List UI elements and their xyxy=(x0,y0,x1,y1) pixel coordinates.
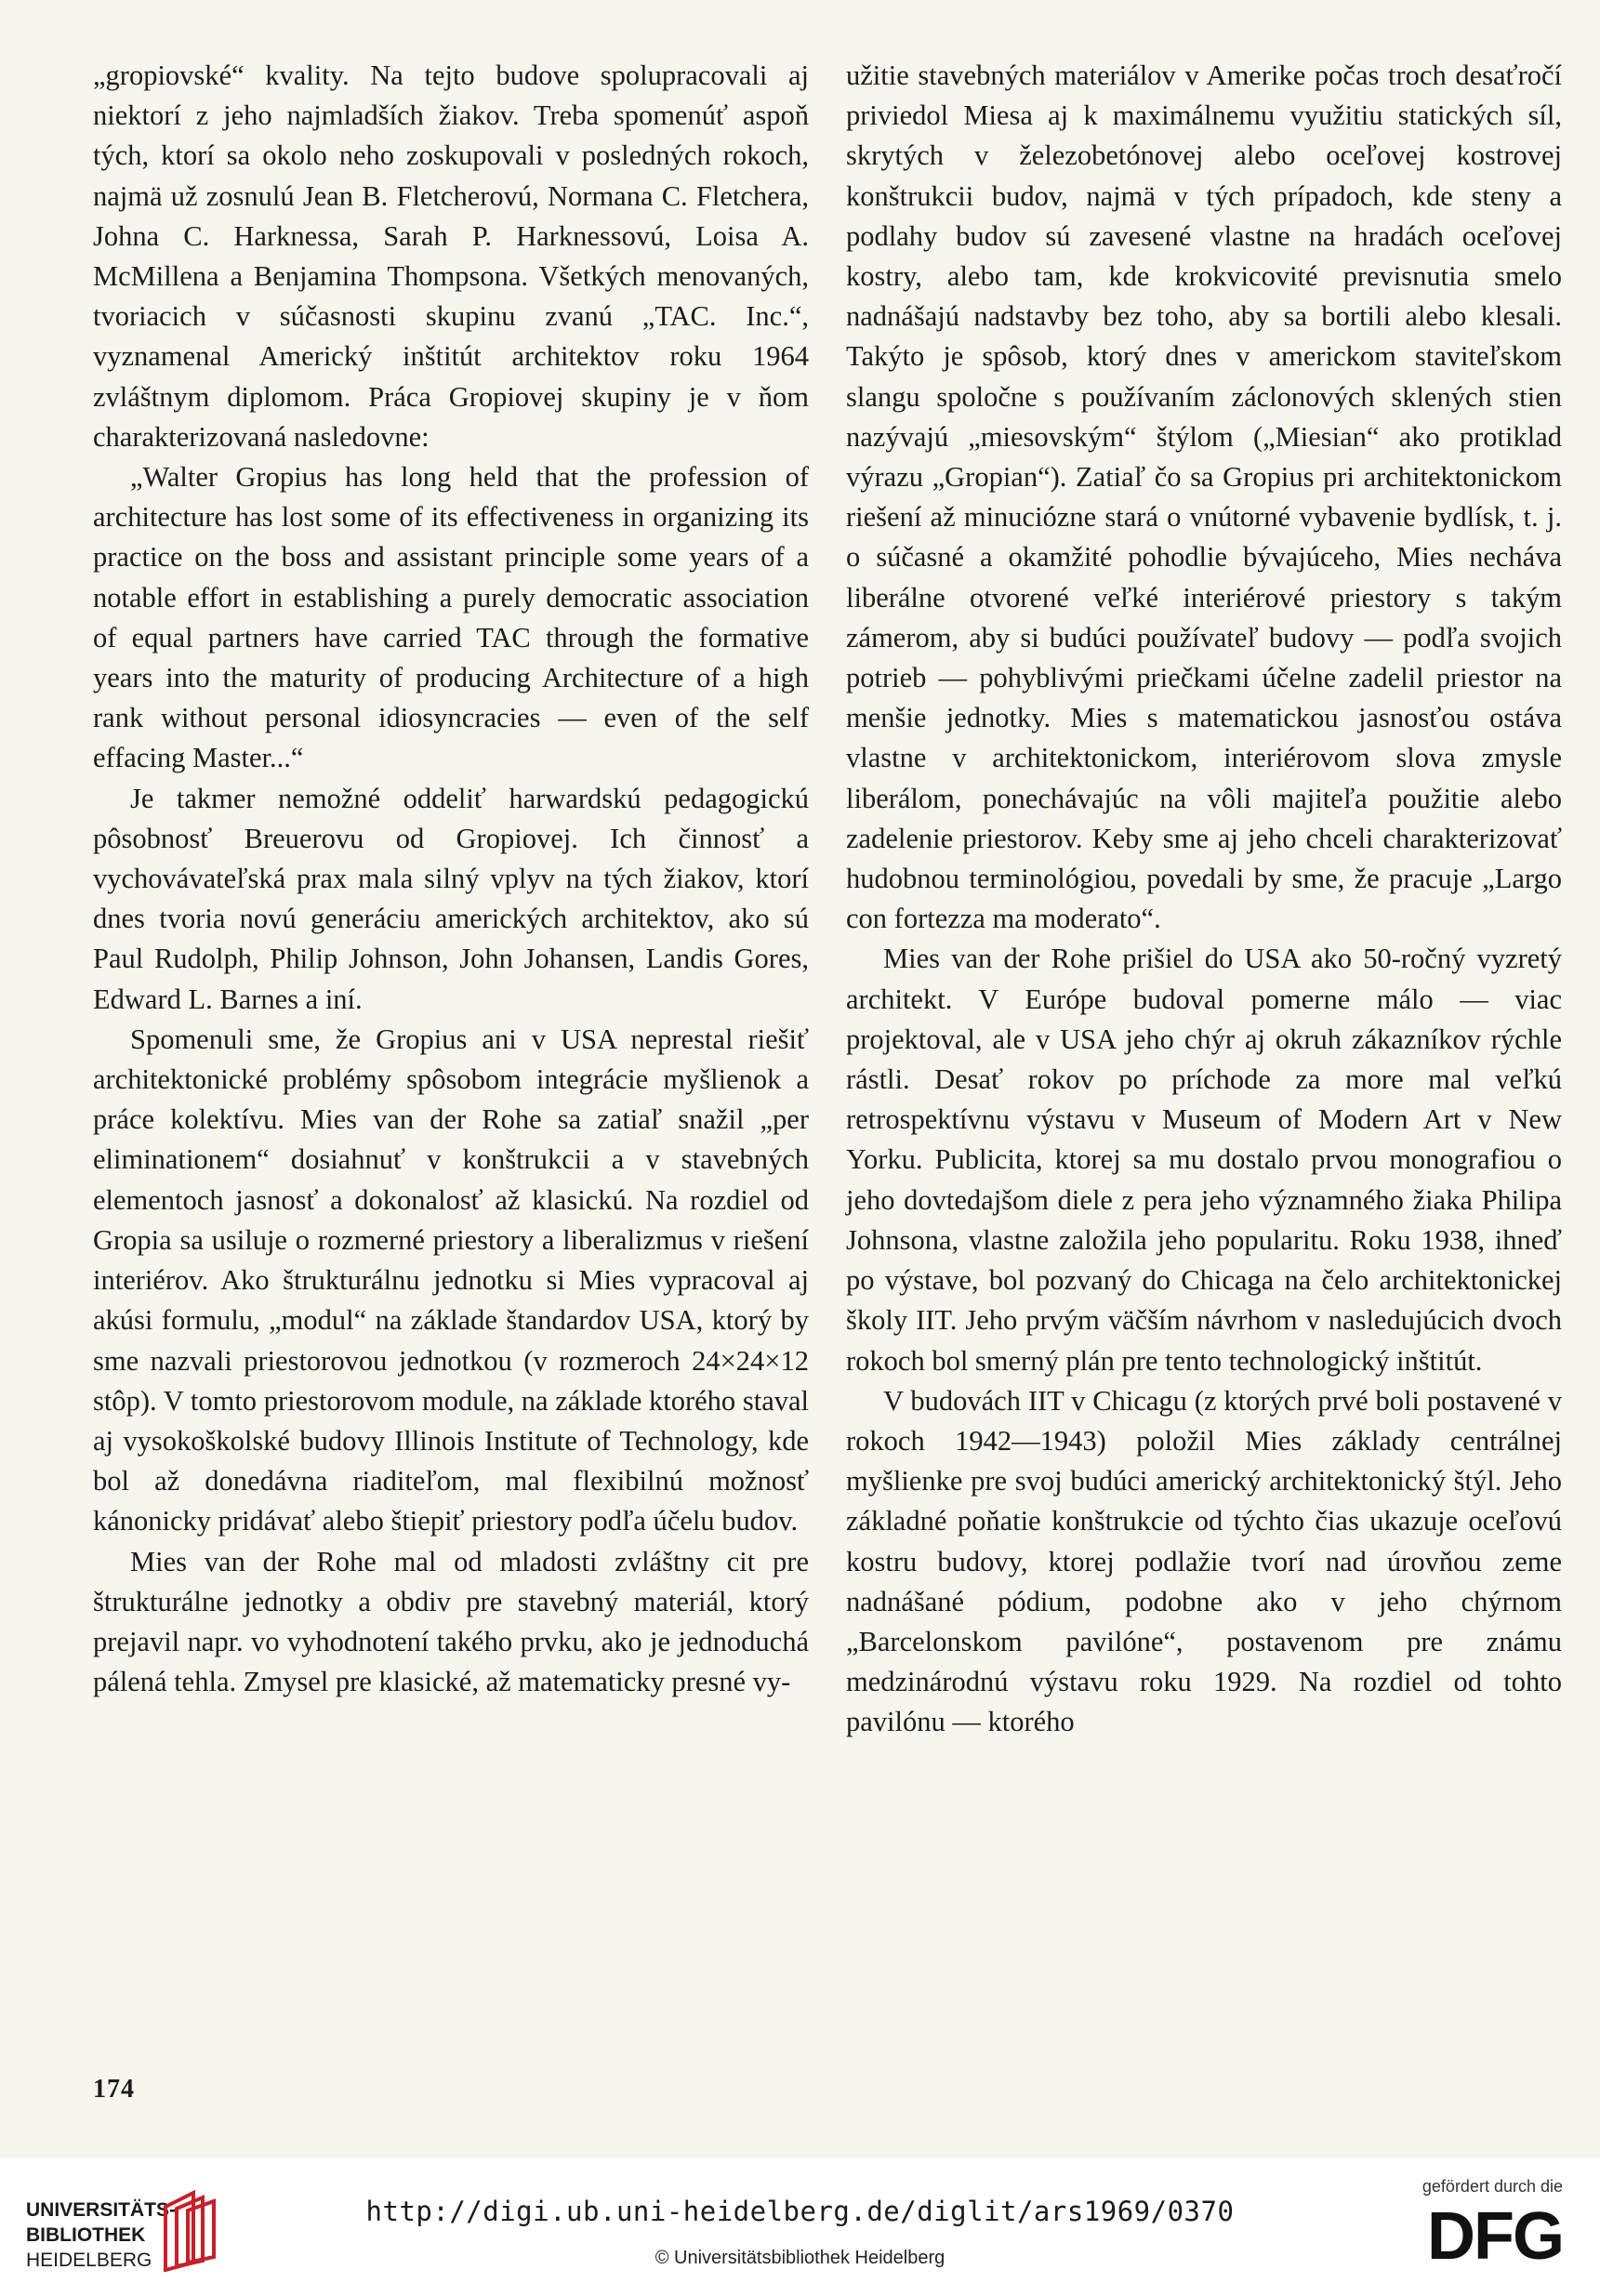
page-number: 174 xyxy=(93,2075,135,2104)
library-name-line1: UNIVERSITÄTS- xyxy=(26,2199,177,2221)
library-name-line3: HEIDELBERG xyxy=(26,2250,152,2271)
left-column-paragraph: Mies van der Rohe mal od mladosti zvláštny cit pre štrukturálne jednotky a obdiv pre stavebný materiál, ktorý prejavil napr. vo vyhodnotení takého prvku, ako je jednoduchá pálená tehla. Zmysel pre klasické, až matematicky presné vy- xyxy=(93,1545,809,1698)
copyright-notice: © Universitätsbibliothek Heidelberg xyxy=(655,2248,945,2268)
dfg-logo: DFG xyxy=(1427,2199,1563,2274)
right-column-paragraph: Mies van der Rohe prišiel do USA ako 50-ročný vyzretý architekt. V Európe budoval pomerne málo — viac projektoval, ale v USA jeho chýr aj okruh zákazníkov rýchle rástli. Desať rokov po príchode za more mal veľkú retrospektívnu výstavu v Museum of Modern Art v New Yorku. Publicita, ktorej sa mu dostalo prvou monografiou o jeho dovtedajšom diele z pera jeho významného žiaka Philipa Johnsona, vlastne založila jeho popularitu. Roku 1938, ihneď po výstave, bol pozvaný do Chicaga na čelo architektonickej školy IIT. Jeho prvým väčším návrhom v nasledujúcich dvoch rokoch bol smerný plán pre tento technologický inštitút. xyxy=(846,943,1562,1377)
left-text-column xyxy=(93,56,809,1702)
left-column-paragraph: „gropiovské“ kvality. Na tejto budove spolupracovali aj niektorí z jeho najmladších žiakov. Treba spomenúť aspoň tých, ktorí sa okolo neho zoskupovali v posledných rokoch, najmä už zosnulú Jean B. Fletcherovú, Normana C. Fletchera, Johna C. Harknessa, Sarah P. Harknessovú, Loisa A. McMillena a Benjamina Thompsona. Všetkých menovaných, tvoriacich v súčasnosti skupinu zvanú „TAC. Inc.“, vyznamenal Americký inštitút architektov roku 1964 zvláštnym diplomom. Práca Gropiovej skupiny je v ňom charakterizovaná nasledovne: xyxy=(93,59,809,453)
library-name-line2: BIBLIOTHEK xyxy=(26,2224,146,2246)
document-url-link[interactable]: http://digi.ub.uni-heidelberg.de/diglit/ars1969/0370 xyxy=(365,2196,1235,2227)
left-column-paragraph: „Walter Gropius has long held that the profession of architecture has lost some of its effectiveness in organizing its practice on the boss and assistant principle some years of a notable effort in establishing a purely democratic association of equal partners have carried TAC through the formative years into the maturity of producing Architecture of a high rank without personal idiosyncracies — even of the self effacing Master...“ xyxy=(93,461,809,774)
digitization-footer xyxy=(0,2158,1600,2296)
funding-caption: gefördert durch die xyxy=(1421,2177,1563,2196)
right-text-column xyxy=(846,56,1562,1743)
left-column-paragraph: Je takmer nemožné oddeliť harwardskú pedagogickú pôsobnosť Breuerovu od Gropiovej. Ich činnosť a vychovávateľská prax mala silný vplyv na tých žiakov, ktorí dnes tvoria novú generáciu amerických architektov, ako sú Paul Rudolph, Philip Johnson, John Johansen, Landis Gores, Edward L. Barnes a iní. xyxy=(93,782,809,1015)
right-column-paragraph: V budovách IIT v Chicagu (z ktorých prvé boli postavené v rokoch 1942—1943) položil Mies základy centrálnej myšlienke pre svoj budúci americký architektonický štýl. Jeho základné poňatie konštrukcie od týchto čias ukazuje oceľovú kostru budovy, ktorej podlažie tvorí nad úrovňou zeme nadnášané pódium, podobne ako v jeho chýrnom „Barcelonskom pavilóne“, postavenom pre známu medzinárodnú výstavu roku 1929. Na rozdiel od tohto pavilónu — ktorého xyxy=(846,1384,1562,1738)
left-column-paragraph: Spomenuli sme, že Gropius ani v USA neprestal riešiť architektonické problémy spôsobom integrácie myšlienok a práce kolektívu. Mies van der Rohe sa zatiaľ snažil „per eliminationem“ dosiahnuť v konštrukcii a v stavebných elementoch jasnosť a dokonalosť až klasickú. Na rozdiel od Gropia sa usiluje o rozmerné priestory a liberalizmus v riešení interiérov. Ako štrukturálnu jednotku si Mies vypracoval aj akúsi formulu, „modul“ na základe štandardov USA, ktorý by sme nazvali priestorovou jednotkou (v rozmeroch 24×24×12 stôp). V tomto priestorovom module, na základe ktorého staval aj vysokoškolské budovy Illinois Institute of Technology, kde bol až donedávna riaditeľom, mal flexibilnú možnosť kánonicky pridávať alebo štiepiť priestory podľa účelu budov. xyxy=(93,1023,809,1537)
right-column-paragraph: užitie stavebných materiálov v Amerike počas troch desaťročí priviedol Miesa aj k maximálnemu využitiu statických síl, skrytých v železobetónovej alebo oceľovej kostrovej konštrukcii budov, najmä v tých prípadoch, kde steny a podlahy budov sú zavesené vlastne na hradách oceľovej kostry, alebo tam, kde krokvicovité previsnutia smelo nadnášajú nadstavby bez toho, aby sa bortili alebo klesali. Takýto je spôsob, ktorý dnes v americkom staviteľskom slangu spoločne s používaním záclonových sklených stien nazývajú „miesovským“ štýlom („Miesian“ ako protiklad výrazu „Gropian“). Zatiaľ čo sa Gropius pri architektonickom riešení až minuciózne stará o vnútorné vybavenie bydlísk, t. j. o súčasné a okamžité pohodlie bývajúceho, Mies necháva liberálne otvorené veľké interiérové priestory s takým zámerom, aby si budúci používateľ budovy — podľa svojich potrieb — pohyblivými priečkami účelne zadelil priestor na menšie jednotky. Mies s matematickou jasnosťou ostáva vlastne v architektonickom, interiérovom slova zmysle liberálom, ponechávajúc na vôli majiteľa použitie alebo zadelenie priestorov. Keby sme aj jeho chceli charakterizovať hudobnou terminológiou, povedali by sme, že pracuje „Largo con fortezza ma moderato“. xyxy=(846,59,1562,935)
